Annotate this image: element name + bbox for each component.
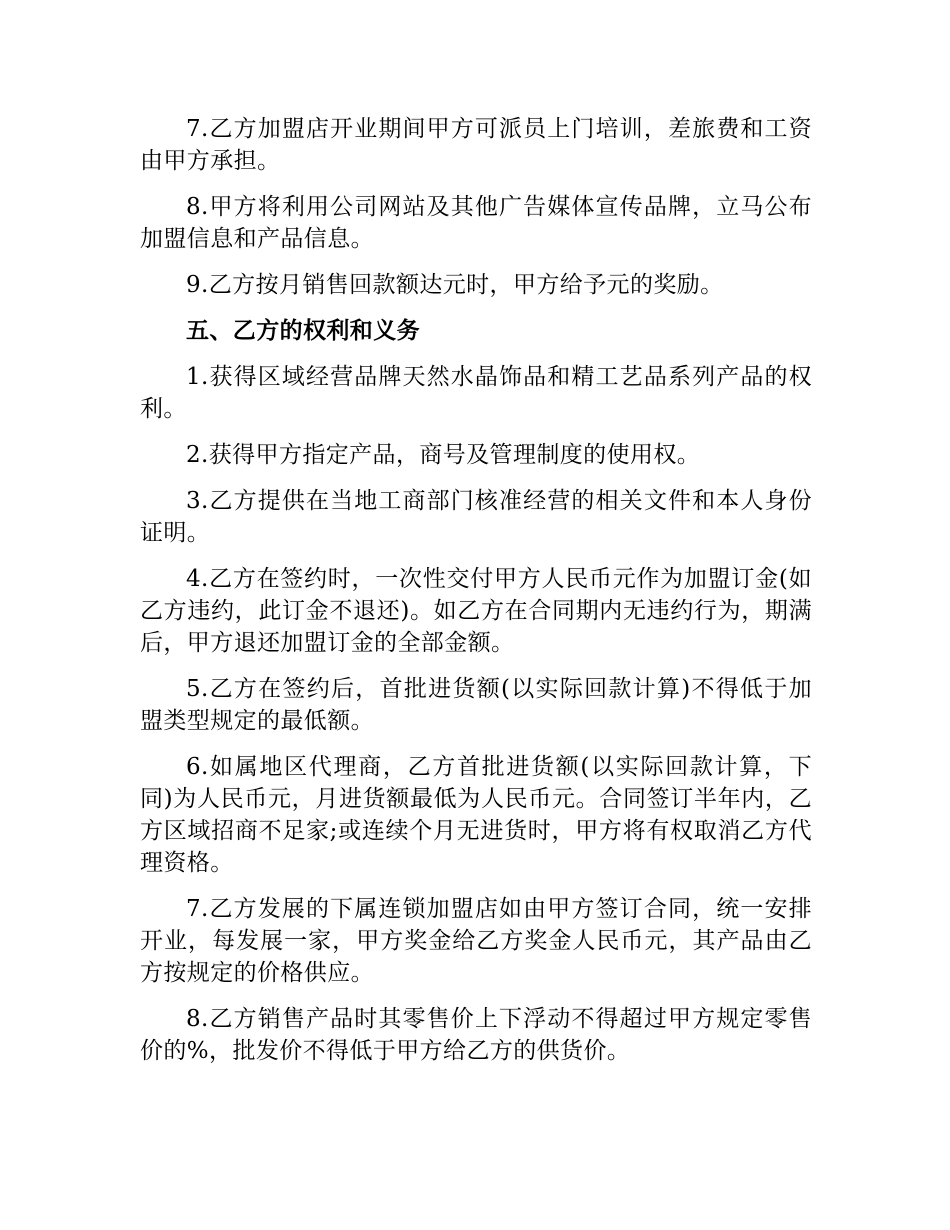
document-body [140, 113, 812, 1081]
paragraph-b2: 2.获得甲方指定产品，商号及管理制度的使用权。 [186, 442, 701, 468]
paragraph-a9: 9.乙方按月销售回款额达元时，甲方给予元的奖励。 [186, 272, 724, 298]
paragraph-a7: 7.乙方加盟店开业期间甲方可派员上门培训，差旅费和工资由甲方承担。 [140, 116, 812, 174]
paragraph-b8: 8.乙方销售产品时其零售价上下浮动不得超过甲方规定零售价的%，批发价不得低于甲方给乙方的供货价。 [140, 1006, 812, 1064]
paragraph-b6: 6.如属地区代理商，乙方首批进货额(以实际回款计算，下同)为人民币元，月进货额最低为人民币元。合同签订半年内，乙方区域招商不足家;或连续个月无进货时，甲方将有权取消乙方代理资格。 [140, 754, 812, 876]
paragraph-a8: 8.甲方将利用公司网站及其他广告媒体宣传品牌，立马公布加盟信息和产品信息。 [140, 194, 812, 252]
paragraph-b4: 4.乙方在签约时，一次性交付甲方人民币元作为加盟订金(如乙方违约，此订金不退还)。如乙方在合同期内无违约行为，期满后，甲方退还加盟订金的全部金额。 [140, 566, 812, 656]
paragraph-b7: 7.乙方发展的下属连锁加盟店如由甲方签订合同，统一安排开业，每发展一家，甲方奖金给乙方奖金人民币元，其产品由乙方按规定的价格供应。 [140, 896, 812, 986]
paragraph-b1: 1.获得区域经营品牌天然水晶饰品和精工艺品系列产品的权利。 [140, 364, 812, 422]
paragraph-b3: 3.乙方提供在当地工商部门核准经营的相关文件和本人身份证明。 [140, 488, 812, 546]
paragraph-b5: 5.乙方在签约后，首批进货额(以实际回款计算)不得低于加盟类型规定的最低额。 [140, 676, 812, 734]
section-heading-rights-obligations: 五、乙方的权利和义务 [186, 317, 420, 344]
